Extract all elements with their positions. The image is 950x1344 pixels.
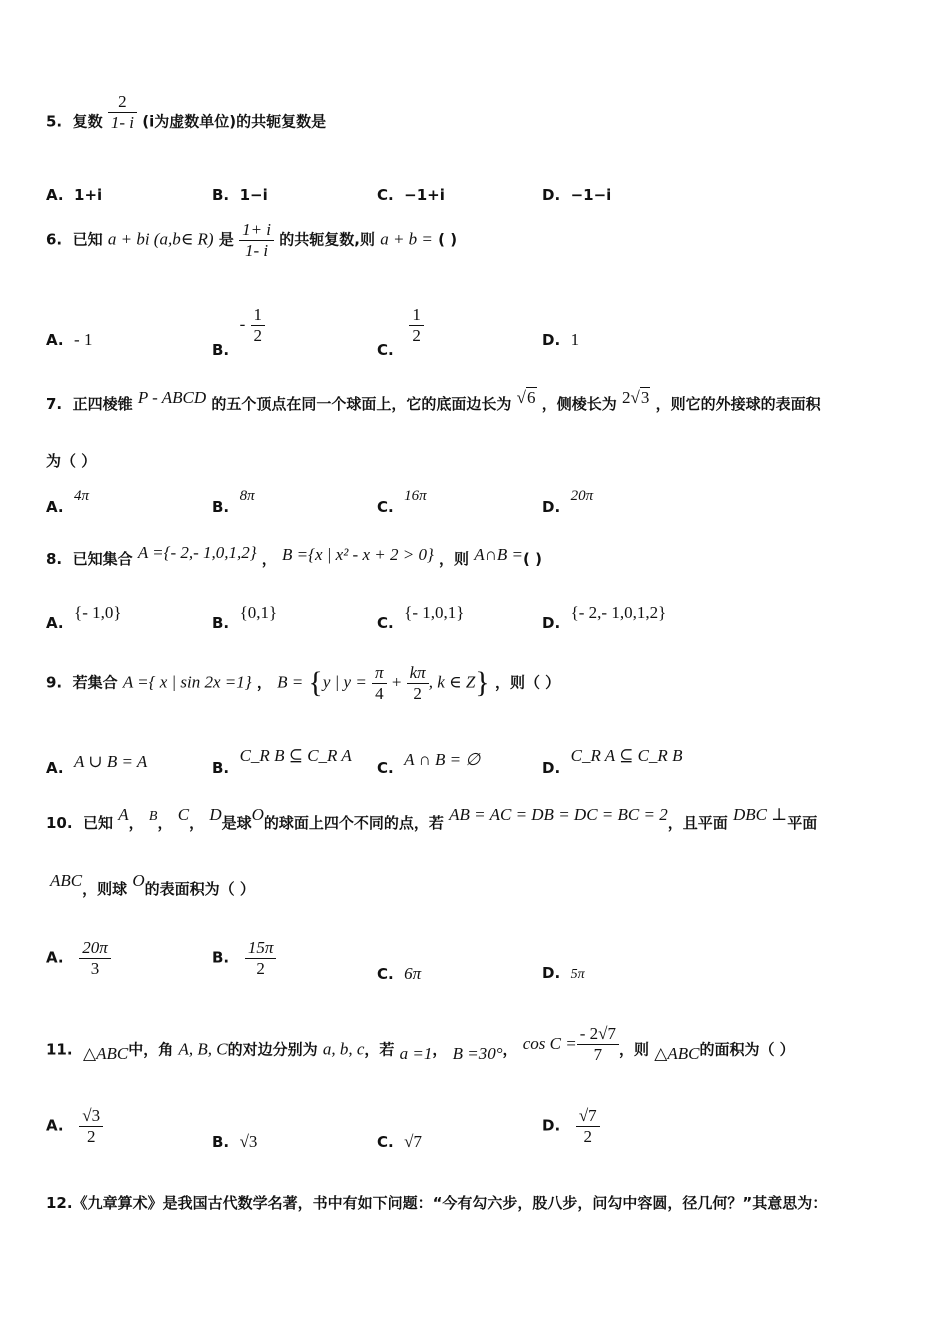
numerator: √3: [79, 1106, 103, 1127]
option-c: [377, 750, 481, 777]
option-label: D.: [542, 1116, 561, 1135]
question-number: 8.: [46, 550, 63, 568]
separator: ，: [261, 550, 277, 568]
question-number: 5.: [46, 112, 63, 131]
math-expression: DBC ⊥: [732, 805, 788, 824]
question-6: [46, 220, 457, 260]
option-value: C_R A ⊆ C_R B: [570, 746, 683, 765]
numerator: 2: [108, 92, 137, 113]
denominator: 3: [90, 958, 100, 978]
plus-sign: +: [391, 672, 402, 692]
math-expression: y | y =: [322, 672, 367, 692]
option-b: [212, 1132, 257, 1152]
option-label: C.: [377, 759, 394, 777]
radicand: 3: [640, 388, 650, 407]
option-b: [212, 486, 255, 516]
option-c: [377, 603, 465, 632]
option-d: [542, 746, 683, 777]
math-expression: AB = AC = DB = DC = BC = 2: [449, 805, 668, 824]
numerator: π: [372, 663, 387, 684]
option-value: {- 1,0,1}: [404, 603, 465, 622]
separator: ，: [502, 1040, 518, 1059]
question-number: 9.: [46, 673, 63, 692]
answer-bracket: ( ): [438, 230, 458, 249]
question-number: 7.: [46, 395, 63, 413]
math-expression: △ABC: [83, 1043, 129, 1063]
option-a: [46, 603, 122, 632]
option-label: C.: [377, 186, 394, 204]
numerator: 15π: [245, 938, 277, 959]
option-label: C.: [377, 340, 394, 359]
sqrt-expression: √6: [516, 388, 536, 407]
option-b: [212, 186, 268, 204]
denominator: 2: [413, 683, 422, 703]
point-label: A: [118, 805, 129, 824]
question-5: [46, 92, 327, 142]
question-7: [46, 388, 821, 414]
option-label: B.: [212, 498, 230, 516]
math-expression: , k ∈ Z: [428, 672, 476, 692]
separator: ，: [432, 1040, 448, 1059]
question-text: ，且平面: [667, 814, 728, 832]
numerator: √7: [576, 1106, 600, 1127]
point-label: C: [177, 805, 190, 824]
option-value: {- 2,- 1,0,1,2}: [570, 603, 667, 622]
question-text: 已知: [72, 230, 103, 249]
option-value: C_R B ⊆ C_R A: [239, 746, 352, 765]
math-expression: ABC: [50, 871, 83, 890]
math-expression: a =1: [399, 1043, 433, 1063]
option-a: [46, 752, 148, 777]
option-label: C.: [377, 498, 394, 516]
denominator: 2: [583, 1126, 592, 1146]
option-value: √3: [239, 1132, 258, 1151]
option-label: D.: [542, 331, 561, 349]
denominator: 2: [86, 1126, 96, 1146]
option-value: 1−i: [239, 186, 268, 204]
numerator: 1: [251, 305, 266, 326]
option-label: B.: [212, 614, 230, 632]
question-11: [46, 1024, 795, 1070]
option-value: 8π: [239, 488, 255, 504]
question-text: 的面积为（ ）: [699, 1040, 795, 1059]
math-expression: A∩B =: [474, 545, 524, 564]
denominator: 2: [412, 325, 421, 345]
option-label: D.: [542, 759, 561, 777]
denominator: 1- i: [244, 240, 269, 260]
question-text: 是球: [221, 814, 252, 832]
option-d: [542, 1106, 600, 1146]
option-label: C.: [377, 965, 394, 983]
question-7-line2: 为（ ）: [46, 452, 97, 470]
option-a: [46, 330, 92, 350]
option-b: [212, 938, 276, 978]
option-b: [212, 603, 278, 632]
math-expression: a + b =: [380, 229, 433, 249]
fraction: [239, 220, 274, 260]
question-number: 10.: [46, 814, 73, 832]
option-value: {- 1,0}: [74, 603, 122, 622]
fraction: [108, 92, 137, 132]
fraction: [251, 305, 266, 345]
option-c: [377, 964, 421, 984]
option-label: B.: [212, 948, 230, 967]
option-label: D.: [542, 498, 561, 516]
option-label: B.: [212, 340, 230, 359]
sqrt-expression: 2√3: [621, 388, 650, 407]
option-value: A ∪ B = A: [74, 752, 148, 771]
separator: ，: [157, 814, 173, 832]
fraction: [576, 1106, 600, 1146]
question-text: 的表面积为（ ）: [144, 880, 255, 898]
fraction: [407, 663, 429, 703]
brace-right: }: [475, 666, 490, 700]
fraction: [577, 1024, 619, 1064]
minus-sign: -: [239, 314, 246, 334]
denominator: 1- i: [110, 112, 134, 132]
option-value: A ∩ B = ∅: [404, 750, 481, 769]
question-text: (i为虚数单位)的共轭复数是: [142, 112, 327, 131]
option-c: [377, 305, 424, 359]
fraction: [245, 938, 277, 978]
option-label: D.: [542, 186, 561, 204]
option-a: [46, 938, 111, 978]
option-value: 5π: [570, 967, 585, 982]
question-text: 的五个顶点在同一个球面上，它的底面边长为: [211, 395, 512, 413]
fraction: [79, 938, 111, 978]
denominator: 2: [256, 958, 265, 978]
question-text: 正四棱锥: [72, 395, 133, 413]
radicand: 6: [527, 388, 536, 407]
question-text: 复数: [72, 112, 103, 131]
question-text: ，则: [619, 1040, 650, 1059]
math-expression: △ABC: [654, 1043, 700, 1063]
option-value: 20π: [570, 488, 594, 504]
numerator: 1: [409, 305, 424, 326]
option-label: A.: [46, 948, 64, 967]
point-label: O: [251, 805, 264, 824]
option-label: A.: [46, 614, 64, 632]
point-label: D: [209, 805, 222, 824]
denominator: 2: [253, 325, 262, 345]
option-c: [377, 1132, 422, 1152]
option-a: [46, 486, 90, 516]
coefficient: 2: [621, 388, 631, 407]
option-value: 16π: [404, 488, 427, 504]
separator: ，: [189, 814, 205, 832]
question-12: 12.《九章算术》是我国古代数学名著，书中有如下问题：“今有勾六步，股八步，问勾中容圆，径几何？”其意思为：: [46, 1194, 828, 1212]
question-text: ，则球: [82, 880, 128, 898]
question-10-line2: [50, 871, 255, 899]
math-expression: A ={ x | sin 2x =1}: [122, 672, 252, 692]
question-9: [46, 663, 560, 703]
option-a: [46, 186, 102, 204]
math-expression: cos C =: [522, 1033, 577, 1053]
option-value: √7: [404, 1132, 423, 1151]
option-c: [377, 486, 427, 516]
question-8: [46, 543, 542, 569]
question-text: ，侧棱长为: [541, 395, 617, 413]
numerator: 1+ i: [239, 220, 274, 241]
question-text: 已知: [83, 814, 114, 832]
denominator: 7: [593, 1044, 603, 1064]
option-d: [542, 186, 611, 204]
option-label: B.: [212, 186, 230, 204]
question-text: 平面: [787, 814, 818, 832]
question-text: 若集合: [72, 673, 118, 692]
question-text: 中，角: [128, 1040, 174, 1059]
numerator: - 2√7: [577, 1024, 619, 1045]
math-expression: P - ABCD: [137, 388, 207, 407]
option-value: −1−i: [570, 186, 612, 204]
question-text: 是: [218, 230, 234, 249]
point-label: O: [132, 871, 145, 890]
answer-bracket: ( ): [523, 550, 542, 568]
fraction: [79, 1106, 103, 1146]
point-label: B: [148, 809, 158, 824]
question-text: ，则（ ）: [494, 673, 561, 692]
denominator: 4: [375, 683, 384, 703]
question-text: ，若: [364, 1040, 395, 1059]
option-value: 6π: [404, 964, 422, 983]
option-value: {0,1}: [239, 603, 278, 622]
option-label: A.: [46, 1116, 64, 1135]
option-label: B.: [212, 1133, 230, 1151]
question-text: 已知集合: [72, 550, 133, 568]
option-value: 1: [570, 330, 580, 349]
question-number: 6.: [46, 230, 63, 249]
option-a: [46, 1106, 103, 1146]
numerator: kπ: [407, 663, 429, 684]
math-expression: A ={- 2,- 1,0,1,2}: [137, 543, 257, 562]
question-text: 的共轭复数,则: [279, 230, 375, 249]
option-value: 1+i: [74, 186, 103, 204]
math-expression: B ={x | x² - x + 2 > 0}: [282, 545, 434, 564]
option-value: - 1: [74, 330, 93, 349]
option-label: D.: [542, 614, 561, 632]
fraction: [409, 305, 424, 345]
brace-left: {: [308, 666, 323, 700]
fraction: [372, 663, 387, 703]
option-label: A.: [46, 759, 64, 777]
question-number: 11.: [46, 1040, 73, 1059]
option-d: [542, 603, 667, 632]
option-label: A.: [46, 331, 64, 349]
option-label: B.: [212, 759, 230, 777]
math-expression: A, B, C: [178, 1039, 228, 1059]
question-10: [46, 805, 818, 833]
question-text: ，则它的外接球的表面积: [655, 395, 821, 413]
numerator: 20π: [79, 938, 111, 959]
option-label: C.: [377, 1133, 394, 1151]
question-text: ，则: [439, 550, 470, 568]
math-expression: B =30°: [452, 1043, 503, 1063]
option-b: [212, 746, 352, 777]
math-expression: a + bi (a,b∈ R): [107, 229, 214, 249]
question-text: 的对边分别为: [227, 1040, 318, 1059]
option-d: [542, 330, 579, 350]
option-label: D.: [542, 964, 561, 982]
option-d: [542, 486, 594, 516]
separator: ，: [256, 673, 272, 692]
option-value: 4π: [74, 488, 90, 504]
option-label: C.: [377, 614, 394, 632]
option-c: [377, 186, 445, 204]
separator: ，: [128, 814, 144, 832]
math-expression: B =: [277, 672, 304, 692]
option-d: [542, 964, 585, 983]
option-label: A.: [46, 186, 64, 204]
option-b: [212, 305, 265, 359]
question-text: 的球面上四个不同的点，若: [263, 814, 444, 832]
option-value: −1+i: [404, 186, 445, 204]
math-expression: a, b, c: [322, 1039, 365, 1059]
option-label: A.: [46, 498, 64, 516]
